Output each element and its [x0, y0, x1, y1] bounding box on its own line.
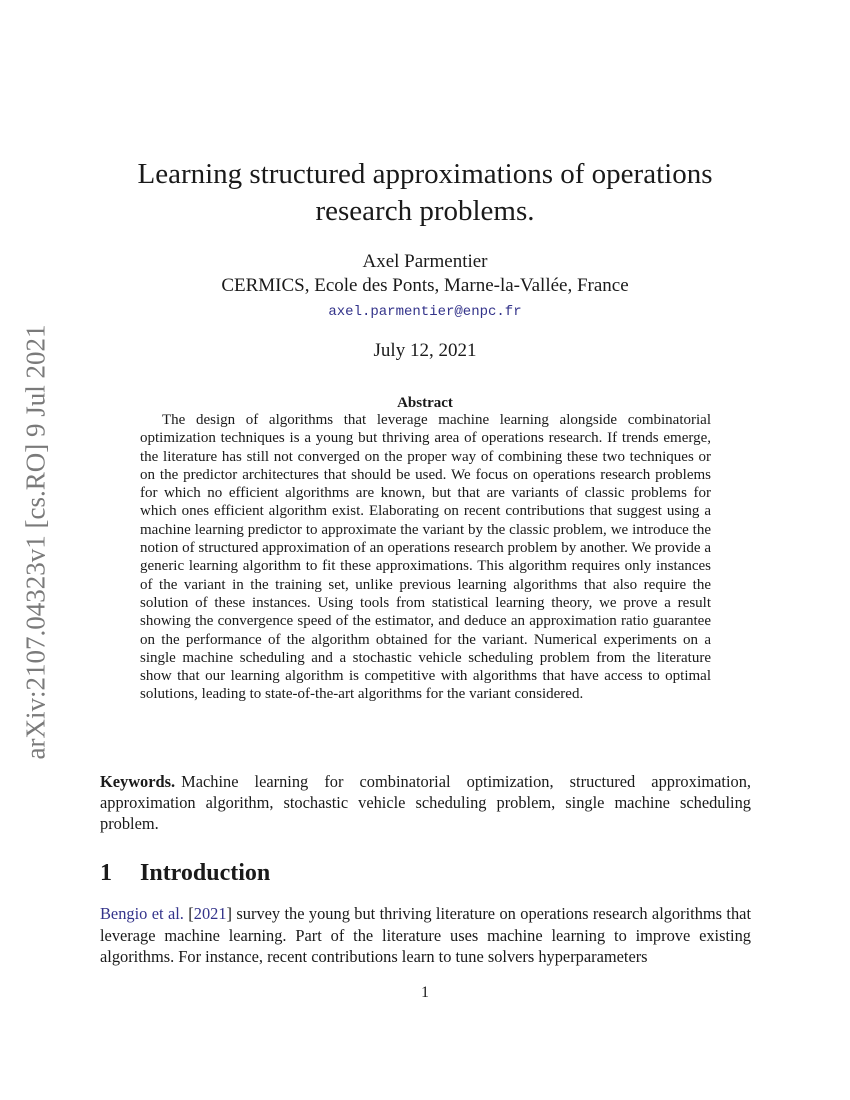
citation-link-authors[interactable]: Bengio et al. — [100, 904, 184, 923]
author-email-link[interactable]: axel.parmentier@enpc.fr — [328, 304, 522, 320]
arxiv-identifier: arXiv:2107.04323v1 [cs.RO] 9 Jul 2021 — [20, 324, 51, 760]
author-name: Axel Parmentier — [362, 251, 488, 272]
author-affiliation: CERMICS, Ecole des Ponts, Marne-la-Vallée, France — [221, 275, 629, 296]
intro-text: survey the young but thriving literature on operations research algorithms that leverage machine learning. Part of the literature uses machine learning to improve existing algorithms. For instance, recent contributions learn to tune solvers hyperparameters — [100, 904, 751, 966]
page-number: 1 — [421, 984, 429, 1001]
abstract-body: The design of algorithms that leverage machine learning alongside combinatorial optimization techniques is a young but thriving area of operations research. If trends emerge, the literature has still not converged on the proper way of combining these two techniques or on the predictor architectures that should be used. We focus on operations research problems for which no efficient algorithms are known, but that are variants of classic problems for which ones efficient algorithm exist. Elaborating on recent contributions that suggest using a machine learning predictor to approximate the variant by the classic problem, we introduce the notion of structured approximation of an operations research problem by another. We provide a generic learning algorithm to fit these approximations. This algorithm requires only instances of the variant in the training set, unlike previous learning algorithms that also require the solution of these instances. Using tools from statistical learning theory, we prove a result showing the convergence speed of the estimator, and deduce an approximation ratio guarantee on the performance of the algorithm obtained for the variant. Numerical experiments on a single machine scheduling and a stochastic vehicle scheduling problem from the literature show that our learning algorithm is competitive with algorithms that have access to optimal solutions, leading to state-of-the-art algorithms for the variant considered. — [140, 412, 711, 703]
paper-date: July 12, 2021 — [373, 340, 477, 361]
arxiv-sidebar — [16, 312, 56, 772]
paper-title: Learning structured approximations of operations research problems. — [137, 158, 713, 227]
section-heading-introduction — [100, 858, 270, 888]
keywords-label: Keywords. — [100, 772, 176, 791]
section-number: 1 — [100, 860, 112, 886]
citation-link-year[interactable]: 2021 — [193, 904, 227, 923]
keywords-text: Machine learning for combinatorial optimization, structured approximation, approximation algorithm, stochastic vehicle scheduling problem, single machine scheduling problem. — [100, 772, 751, 833]
keywords-paragraph — [100, 771, 751, 834]
abstract-heading: Abstract — [397, 395, 453, 411]
section-title: Introduction — [140, 860, 271, 886]
intro-paragraph: Bengio et al. [2021] survey the young but thriving literature on operations research algorithms that leverage machine learning. Part of the literature uses machine learning to improve existing algorithms. For instance, recent contributions learn to tune solvers hyperparameters — [100, 904, 751, 966]
